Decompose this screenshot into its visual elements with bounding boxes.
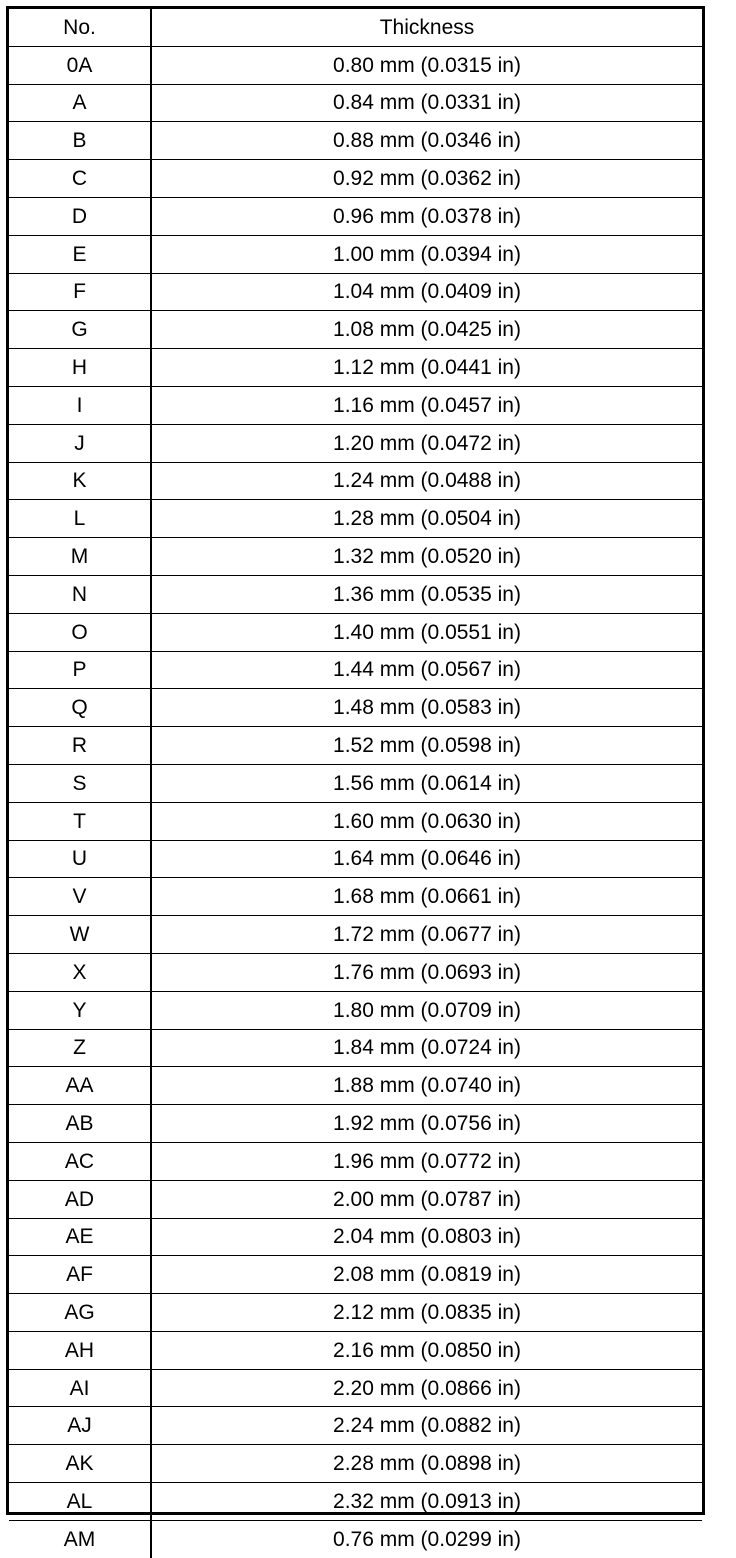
thickness-cell: 2.20 mm (0.0866 in) [151, 1369, 702, 1407]
table-row [9, 46, 702, 84]
table-row [9, 235, 702, 273]
table-row [9, 878, 702, 916]
shim-number-cell: B [9, 122, 151, 160]
shim-number-cell: Z [9, 1029, 151, 1067]
thickness-cell: 1.84 mm (0.0724 in) [151, 1029, 702, 1067]
table-row [9, 1142, 702, 1180]
thickness-table [9, 9, 702, 1558]
shim-number-cell: G [9, 311, 151, 349]
table-row [9, 386, 702, 424]
thickness-cell: 1.48 mm (0.0583 in) [151, 689, 702, 727]
table-body [9, 46, 702, 1557]
shim-number-cell: AG [9, 1294, 151, 1332]
thickness-cell: 1.00 mm (0.0394 in) [151, 235, 702, 273]
column-header-thickness: Thickness [151, 9, 702, 46]
column-header-no: No. [9, 9, 151, 46]
shim-number-cell: X [9, 953, 151, 991]
shim-number-cell: J [9, 424, 151, 462]
shim-number-cell: V [9, 878, 151, 916]
thickness-cell: 1.08 mm (0.0425 in) [151, 311, 702, 349]
shim-number-cell: AC [9, 1142, 151, 1180]
thickness-cell: 0.84 mm (0.0331 in) [151, 84, 702, 122]
table-row [9, 349, 702, 387]
shim-number-cell: AH [9, 1331, 151, 1369]
table-row [9, 538, 702, 576]
shim-number-cell: W [9, 916, 151, 954]
thickness-cell: 2.16 mm (0.0850 in) [151, 1331, 702, 1369]
shim-number-cell: AI [9, 1369, 151, 1407]
table-row [9, 689, 702, 727]
shim-number-cell: C [9, 160, 151, 198]
shim-number-cell: 0A [9, 46, 151, 84]
shim-number-cell: D [9, 197, 151, 235]
shim-number-cell: AA [9, 1067, 151, 1105]
thickness-cell: 1.56 mm (0.0614 in) [151, 764, 702, 802]
table-header-row [9, 9, 702, 46]
thickness-cell: 1.28 mm (0.0504 in) [151, 500, 702, 538]
table-row [9, 727, 702, 765]
thickness-cell: 0.80 mm (0.0315 in) [151, 46, 702, 84]
thickness-cell: 1.40 mm (0.0551 in) [151, 613, 702, 651]
shim-number-cell: Y [9, 991, 151, 1029]
table-row [9, 575, 702, 613]
thickness-cell: 1.88 mm (0.0740 in) [151, 1067, 702, 1105]
shim-number-cell: I [9, 386, 151, 424]
thickness-cell: 1.12 mm (0.0441 in) [151, 349, 702, 387]
shim-number-cell: F [9, 273, 151, 311]
shim-number-cell: E [9, 235, 151, 273]
table-row [9, 953, 702, 991]
table-row [9, 1180, 702, 1218]
shim-number-cell: AD [9, 1180, 151, 1218]
shim-number-cell: M [9, 538, 151, 576]
table-row [9, 916, 702, 954]
table-row [9, 1483, 702, 1521]
thickness-cell: 0.88 mm (0.0346 in) [151, 122, 702, 160]
thickness-cell: 1.60 mm (0.0630 in) [151, 802, 702, 840]
thickness-cell: 1.44 mm (0.0567 in) [151, 651, 702, 689]
table-row [9, 311, 702, 349]
table-row [9, 1520, 702, 1557]
shim-number-cell: AE [9, 1218, 151, 1256]
table-row [9, 1331, 702, 1369]
thickness-cell: 1.52 mm (0.0598 in) [151, 727, 702, 765]
table-row [9, 764, 702, 802]
table-row [9, 273, 702, 311]
thickness-cell: 1.72 mm (0.0677 in) [151, 916, 702, 954]
thickness-cell: 1.16 mm (0.0457 in) [151, 386, 702, 424]
shim-number-cell: T [9, 802, 151, 840]
thickness-cell: 1.20 mm (0.0472 in) [151, 424, 702, 462]
thickness-cell: 1.76 mm (0.0693 in) [151, 953, 702, 991]
shim-number-cell: Q [9, 689, 151, 727]
table-row [9, 991, 702, 1029]
thickness-cell: 1.92 mm (0.0756 in) [151, 1105, 702, 1143]
table-row [9, 1407, 702, 1445]
shim-number-cell: AM [9, 1520, 151, 1557]
thickness-cell: 1.36 mm (0.0535 in) [151, 575, 702, 613]
table-row [9, 424, 702, 462]
thickness-cell: 2.12 mm (0.0835 in) [151, 1294, 702, 1332]
thickness-cell: 2.04 mm (0.0803 in) [151, 1218, 702, 1256]
shim-number-cell: AF [9, 1256, 151, 1294]
table-row [9, 1256, 702, 1294]
thickness-cell: 0.76 mm (0.0299 in) [151, 1520, 702, 1557]
table-row [9, 1445, 702, 1483]
thickness-cell: 0.96 mm (0.0378 in) [151, 197, 702, 235]
thickness-cell: 1.68 mm (0.0661 in) [151, 878, 702, 916]
shim-number-cell: P [9, 651, 151, 689]
shim-number-cell: AK [9, 1445, 151, 1483]
shim-number-cell: AB [9, 1105, 151, 1143]
thickness-cell: 1.96 mm (0.0772 in) [151, 1142, 702, 1180]
table-row [9, 802, 702, 840]
table-row [9, 840, 702, 878]
thickness-cell: 2.32 mm (0.0913 in) [151, 1483, 702, 1521]
thickness-cell: 1.32 mm (0.0520 in) [151, 538, 702, 576]
table-row [9, 1029, 702, 1067]
thickness-cell: 2.08 mm (0.0819 in) [151, 1256, 702, 1294]
table-row [9, 197, 702, 235]
shim-number-cell: O [9, 613, 151, 651]
thickness-cell: 2.00 mm (0.0787 in) [151, 1180, 702, 1218]
table-row [9, 651, 702, 689]
thickness-cell: 0.92 mm (0.0362 in) [151, 160, 702, 198]
shim-number-cell: S [9, 764, 151, 802]
thickness-cell: 1.80 mm (0.0709 in) [151, 991, 702, 1029]
table-row [9, 1105, 702, 1143]
table-row [9, 1067, 702, 1105]
table-row [9, 122, 702, 160]
thickness-cell: 1.04 mm (0.0409 in) [151, 273, 702, 311]
shim-number-cell: U [9, 840, 151, 878]
shim-number-cell: AL [9, 1483, 151, 1521]
table-row [9, 84, 702, 122]
thickness-cell: 1.64 mm (0.0646 in) [151, 840, 702, 878]
thickness-cell: 2.24 mm (0.0882 in) [151, 1407, 702, 1445]
table-row [9, 500, 702, 538]
table-row [9, 160, 702, 198]
shim-number-cell: AJ [9, 1407, 151, 1445]
shim-number-cell: K [9, 462, 151, 500]
table-row [9, 1294, 702, 1332]
thickness-cell: 2.28 mm (0.0898 in) [151, 1445, 702, 1483]
shim-number-cell: H [9, 349, 151, 387]
shim-number-cell: N [9, 575, 151, 613]
table-row [9, 613, 702, 651]
table-row [9, 1369, 702, 1407]
table-row [9, 1218, 702, 1256]
thickness-table-frame [6, 6, 705, 1551]
shim-number-cell: L [9, 500, 151, 538]
shim-number-cell: A [9, 84, 151, 122]
thickness-cell: 1.24 mm (0.0488 in) [151, 462, 702, 500]
table-row [9, 462, 702, 500]
shim-number-cell: R [9, 727, 151, 765]
